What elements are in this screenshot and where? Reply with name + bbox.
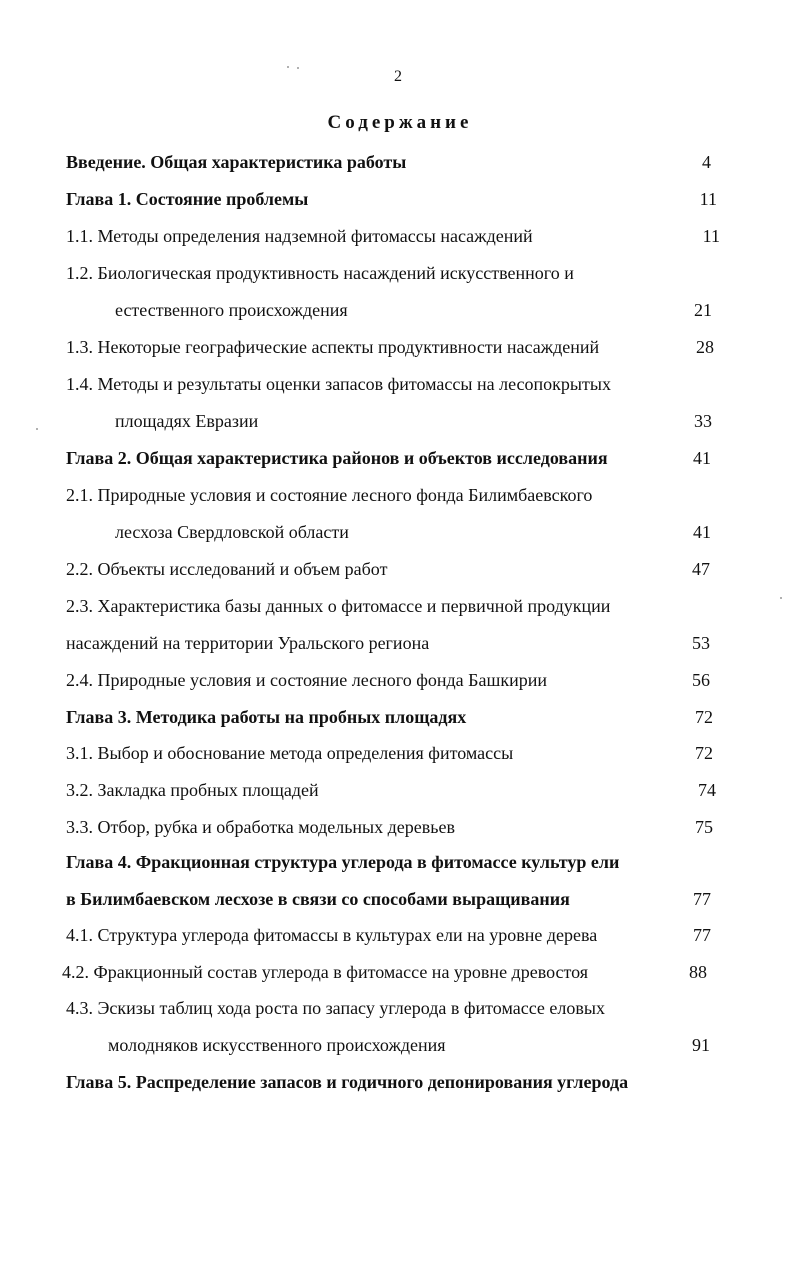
toc-entry-page: 4 bbox=[702, 152, 711, 172]
toc-entry-text: естественного происхождения bbox=[115, 300, 348, 320]
toc-entry-text: Глава 4. Фракционная структура углерода в фитомассе культур ели bbox=[66, 852, 620, 872]
toc-entry-page: 77 bbox=[693, 925, 711, 945]
toc-entry-text: молодняков искусственного происхождения bbox=[108, 1035, 446, 1055]
toc-entry-page: 77 bbox=[693, 889, 711, 909]
scan-speck bbox=[780, 597, 782, 599]
toc-entry-text: в Билимбаевском лесхозе в связи со способами выращивания bbox=[66, 889, 570, 909]
toc-entry-text: 4.1. Структура углерода фитомассы в культурах ели на уровне дерева bbox=[66, 925, 598, 945]
toc-entry-page: 56 bbox=[692, 670, 710, 690]
toc-entry-page: 11 bbox=[702, 226, 720, 246]
toc-entry-text: 1.1. Методы определения надземной фитомассы насаждений bbox=[66, 226, 533, 246]
toc-entry-page: 21 bbox=[694, 300, 712, 320]
toc-entry-text: 2.4. Природные условия и состояние лесного фонда Башкирии bbox=[66, 670, 547, 690]
toc-entry-page: 33 bbox=[694, 411, 712, 431]
page-title: Содержание bbox=[327, 112, 473, 133]
toc-entry-page: 75 bbox=[695, 817, 713, 837]
toc-entry-page: 74 bbox=[698, 780, 716, 800]
toc-entry-text: 1.2. Биологическая продуктивность насаждений искусственного и bbox=[66, 263, 574, 283]
toc-entry-text: Глава 5. Распределение запасов и годичного депонирования углерода bbox=[66, 1072, 629, 1092]
toc-entry-text: 3.1. Выбор и обоснование метода определения фитомассы bbox=[66, 743, 514, 763]
toc-entry-text: 2.1. Природные условия и состояние лесного фонда Билимбаевского bbox=[66, 485, 593, 505]
toc-entry-page: 72 bbox=[695, 707, 713, 727]
toc-entry-page: 91 bbox=[692, 1035, 710, 1055]
toc-entry-text: Глава 3. Методика работы на пробных площадях bbox=[66, 707, 467, 727]
toc-entry-text: Глава 1. Состояние проблемы bbox=[66, 189, 309, 209]
toc-entry-page: 28 bbox=[696, 337, 714, 357]
toc-entry-text: лесхоза Свердловской области bbox=[115, 522, 349, 542]
toc-entry-text: 2.3. Характеристика базы данных о фитомассе и первичной продукции bbox=[66, 596, 611, 616]
toc-entry-text: 3.3. Отбор, рубка и обработка модельных деревьев bbox=[66, 817, 455, 837]
toc-entry-page: 47 bbox=[692, 559, 710, 579]
scan-speck bbox=[36, 428, 38, 430]
page-number: 2 bbox=[394, 68, 402, 85]
toc-entry-text: Глава 2. Общая характеристика районов и объектов исследования bbox=[66, 448, 608, 468]
toc-entry-text: площадях Евразии bbox=[115, 411, 259, 431]
toc-entry-text: 1.3. Некоторые географические аспекты продуктивности насаждений bbox=[66, 337, 600, 357]
toc-entry-text: насаждений на территории Уральского региона bbox=[66, 633, 430, 653]
toc-entry-text: 4.2. Фракционный состав углерода в фитомассе на уровне древостоя bbox=[62, 962, 589, 982]
toc-entry-text: 1.4. Методы и результаты оценки запасов фитомассы на лесопокрытых bbox=[66, 374, 611, 394]
toc-entry-page: 11 bbox=[699, 189, 717, 209]
toc-entry-page: 53 bbox=[692, 633, 710, 653]
toc-entry-page: 41 bbox=[693, 522, 711, 542]
toc-entry-text: 3.2. Закладка пробных площадей bbox=[66, 780, 319, 800]
toc-entry-page: 41 bbox=[693, 448, 711, 468]
toc-entry-text: Введение. Общая характеристика работы bbox=[66, 152, 407, 172]
toc-entry-page: 88 bbox=[689, 962, 707, 982]
toc-entry-text: 4.3. Эскизы таблиц хода роста по запасу углерода в фитомассе еловых bbox=[66, 998, 605, 1018]
toc-entry-page: 72 bbox=[695, 743, 713, 763]
toc-entry-text: 2.2. Объекты исследований и объем работ bbox=[66, 559, 388, 579]
